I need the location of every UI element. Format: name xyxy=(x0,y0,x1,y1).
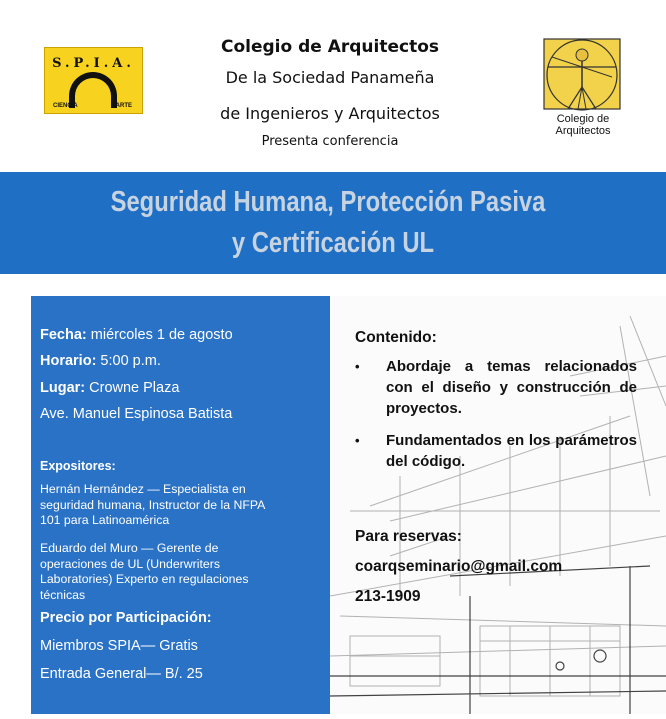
title-banner xyxy=(0,172,666,274)
bullet-text-1: Abordaje a temas relacionados con el diseño y construcción de proyectos. xyxy=(386,358,637,417)
conference-title-line1: Seguridad Humana, Protección Pasiva xyxy=(110,186,546,218)
colegio-logo-caption xyxy=(528,113,638,137)
lugar-row xyxy=(40,380,179,396)
expositores-label: Expositores: xyxy=(40,459,116,473)
fecha-row xyxy=(40,327,233,343)
organization-subtitle-1: De la Sociedad Panameña xyxy=(225,68,435,87)
content-bullet-1 xyxy=(355,356,645,419)
bullet-dot-icon: • xyxy=(355,433,360,448)
horario-row xyxy=(40,353,161,369)
fecha-label: Fecha: xyxy=(40,327,87,343)
bullet-text-2: Fundamentados en los parámetros del código. xyxy=(386,432,637,470)
lugar-value: Crowne Plaza xyxy=(85,380,180,396)
colegio-caption-line1: Colegio de xyxy=(556,113,610,125)
colegio-logo xyxy=(528,37,638,147)
speaker-1: Hernán Hernández — Especialista en seguridad humana, Instructor de la NFPA 101 para Latinoamérica xyxy=(40,482,265,527)
spia-logo-left-caption: CIENCIA xyxy=(53,103,78,109)
reservas-phone[interactable]: 213-1909 xyxy=(355,588,421,605)
conference-title-line2: y Certificación UL xyxy=(231,227,435,259)
precio-label: Precio por Participación: xyxy=(40,610,212,626)
spia-logo xyxy=(44,47,143,114)
organization-title: Colegio de Arquitectos xyxy=(220,37,440,57)
reservas-email[interactable]: coarqseminario@gmail.com xyxy=(355,558,563,575)
speaker-2: Eduardo del Muro — Gerente de operaciones de UL (Underwriters Laboratories) Experto en regulaciones técnicas xyxy=(40,541,249,602)
contenido-label: Contenido: xyxy=(355,329,437,346)
miembros-price: Miembros SPIA— Gratis xyxy=(40,638,198,654)
lugar-label: Lugar: xyxy=(40,380,86,396)
spia-logo-letters: S.P.I.A. xyxy=(52,56,135,71)
presents-text: Presenta conferencia xyxy=(261,134,399,149)
header xyxy=(0,0,666,170)
bullet-dot-icon: • xyxy=(355,359,360,374)
vitruvian-man-icon xyxy=(528,37,638,113)
spia-logo-right-caption: ARTE xyxy=(115,103,132,109)
horario-value: 5:00 p.m. xyxy=(96,353,161,369)
organization-subtitle-2: de Ingenieros y Arquitectos xyxy=(220,104,440,123)
general-price: Entrada General— B/. 25 xyxy=(40,666,203,682)
address-text: Ave. Manuel Espinosa Batista xyxy=(40,406,233,422)
fecha-value: miércoles 1 de agosto xyxy=(86,327,233,343)
horario-label: Horario: xyxy=(40,353,97,369)
content-bullet-2 xyxy=(355,430,645,472)
colegio-caption-line2: Arquitectos xyxy=(555,125,611,137)
reservas-label: Para reservas: xyxy=(355,528,462,545)
